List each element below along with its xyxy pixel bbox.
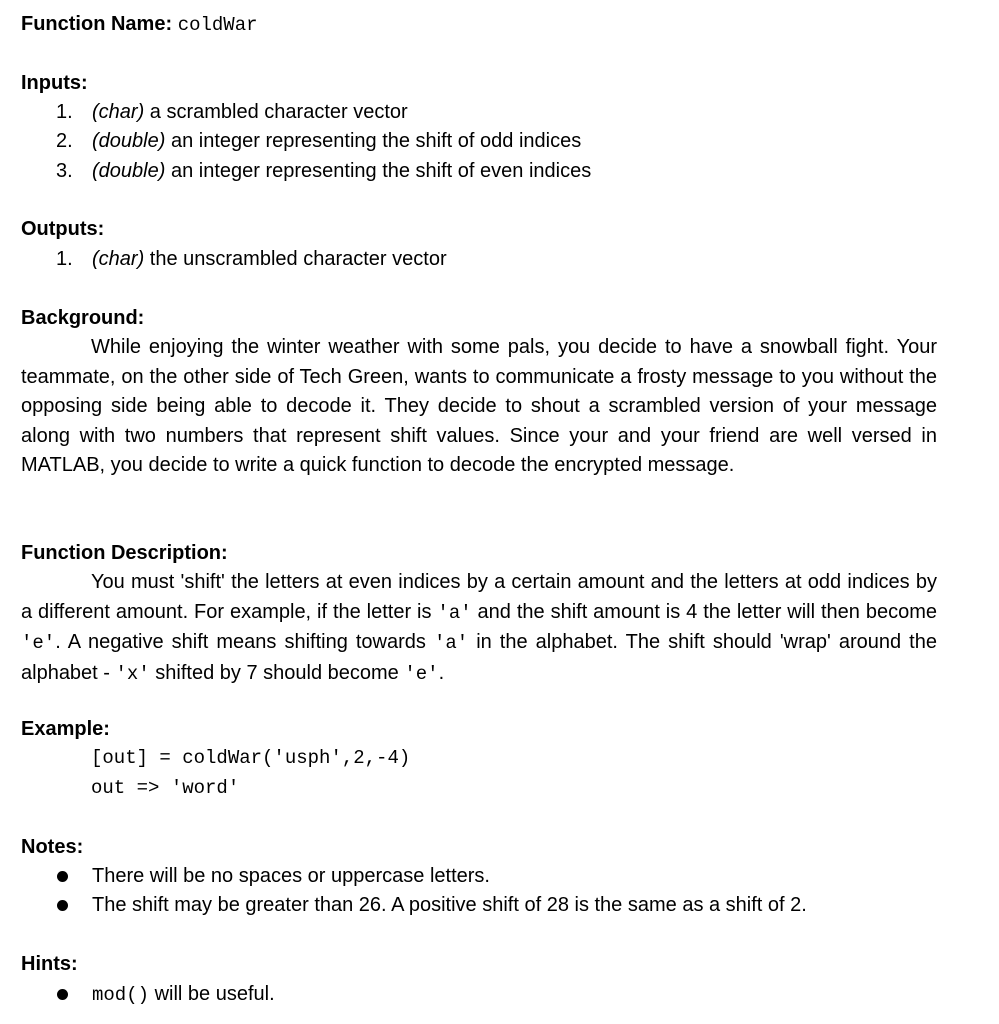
- example-heading: Example:: [21, 718, 110, 740]
- hint-text: will be useful.: [149, 983, 275, 1005]
- hints-heading: Hints:: [21, 953, 78, 975]
- bullet-icon: [57, 989, 68, 1000]
- input-item-number: 2.: [56, 130, 73, 152]
- description-text: . A negative shift means shifting towards: [55, 631, 434, 653]
- description-text: You must 'shift' the letters at even indices by a certain amount and the letters at odd indices by a different amount. For example, if the letter is: [21, 571, 937, 623]
- inline-code: 'e': [21, 632, 56, 654]
- description-text: and the shift amount is 4 the letter will then become: [471, 600, 937, 623]
- description-text: .: [438, 661, 445, 684]
- bullet-icon: [57, 900, 68, 911]
- output-item-text: the unscrambled character vector: [144, 248, 447, 270]
- function-description-paragraph: [21, 568, 937, 689]
- output-item-number: 1.: [56, 248, 73, 270]
- input-item-number: 1.: [56, 101, 73, 123]
- description-text: in the alphabet. The shift should 'wrap' around the alphabet -: [21, 631, 937, 684]
- input-item-text: an integer representing the shift of even indices: [165, 160, 592, 182]
- background-text: While enjoying the winter weather with some pals, you decide to have a snowball fight. Your teammate, on the other side of Tech Green, wants to communicate a frosty message to you without the opposing side being able to decode it. They decide to shout a scrambled version of your message along with two numbers that represent shift values. Since your and your friend are well versed in MATLAB, you decide to write a quick function to decode the encrypted message.: [21, 336, 937, 476]
- inline-code: 'x': [115, 662, 150, 685]
- background-heading: Background:: [21, 307, 145, 329]
- input-item-text: a scrambled character vector: [144, 101, 408, 123]
- function-name-label: Function Name:: [21, 13, 173, 35]
- note-item: There will be no spaces or uppercase letters.: [92, 865, 490, 887]
- input-item-type: (double): [92, 160, 166, 182]
- output-item-type: (char): [92, 248, 145, 270]
- inline-code: 'a': [437, 601, 472, 624]
- inline-code: 'e': [404, 662, 439, 685]
- example-code-line-2: out => 'word': [91, 777, 240, 799]
- function-description-heading: Function Description:: [21, 542, 228, 564]
- note-item: The shift may be greater than 26. A positive shift of 28 is the same as a shift of 2.: [92, 894, 807, 916]
- hint-code: mod(): [92, 984, 150, 1006]
- inputs-heading: Inputs:: [21, 72, 88, 94]
- description-text: shifted by 7 should become: [149, 661, 405, 684]
- notes-heading: Notes:: [21, 836, 84, 858]
- input-item-type: (char): [92, 101, 145, 123]
- input-item-type: (double): [92, 130, 166, 152]
- input-item-text: an integer representing the shift of odd indices: [165, 130, 582, 152]
- example-code-line-1: [out] = coldWar('usph',2,-4): [91, 747, 411, 769]
- function-name-value: coldWar: [177, 14, 258, 36]
- function-name-line: [21, 12, 258, 37]
- outputs-heading: Outputs:: [21, 218, 105, 240]
- bullet-icon: [57, 871, 68, 882]
- input-item-number: 3.: [56, 160, 73, 182]
- background-paragraph: [21, 333, 937, 481]
- inline-code: 'a': [433, 632, 469, 654]
- hint-item: [92, 982, 275, 1007]
